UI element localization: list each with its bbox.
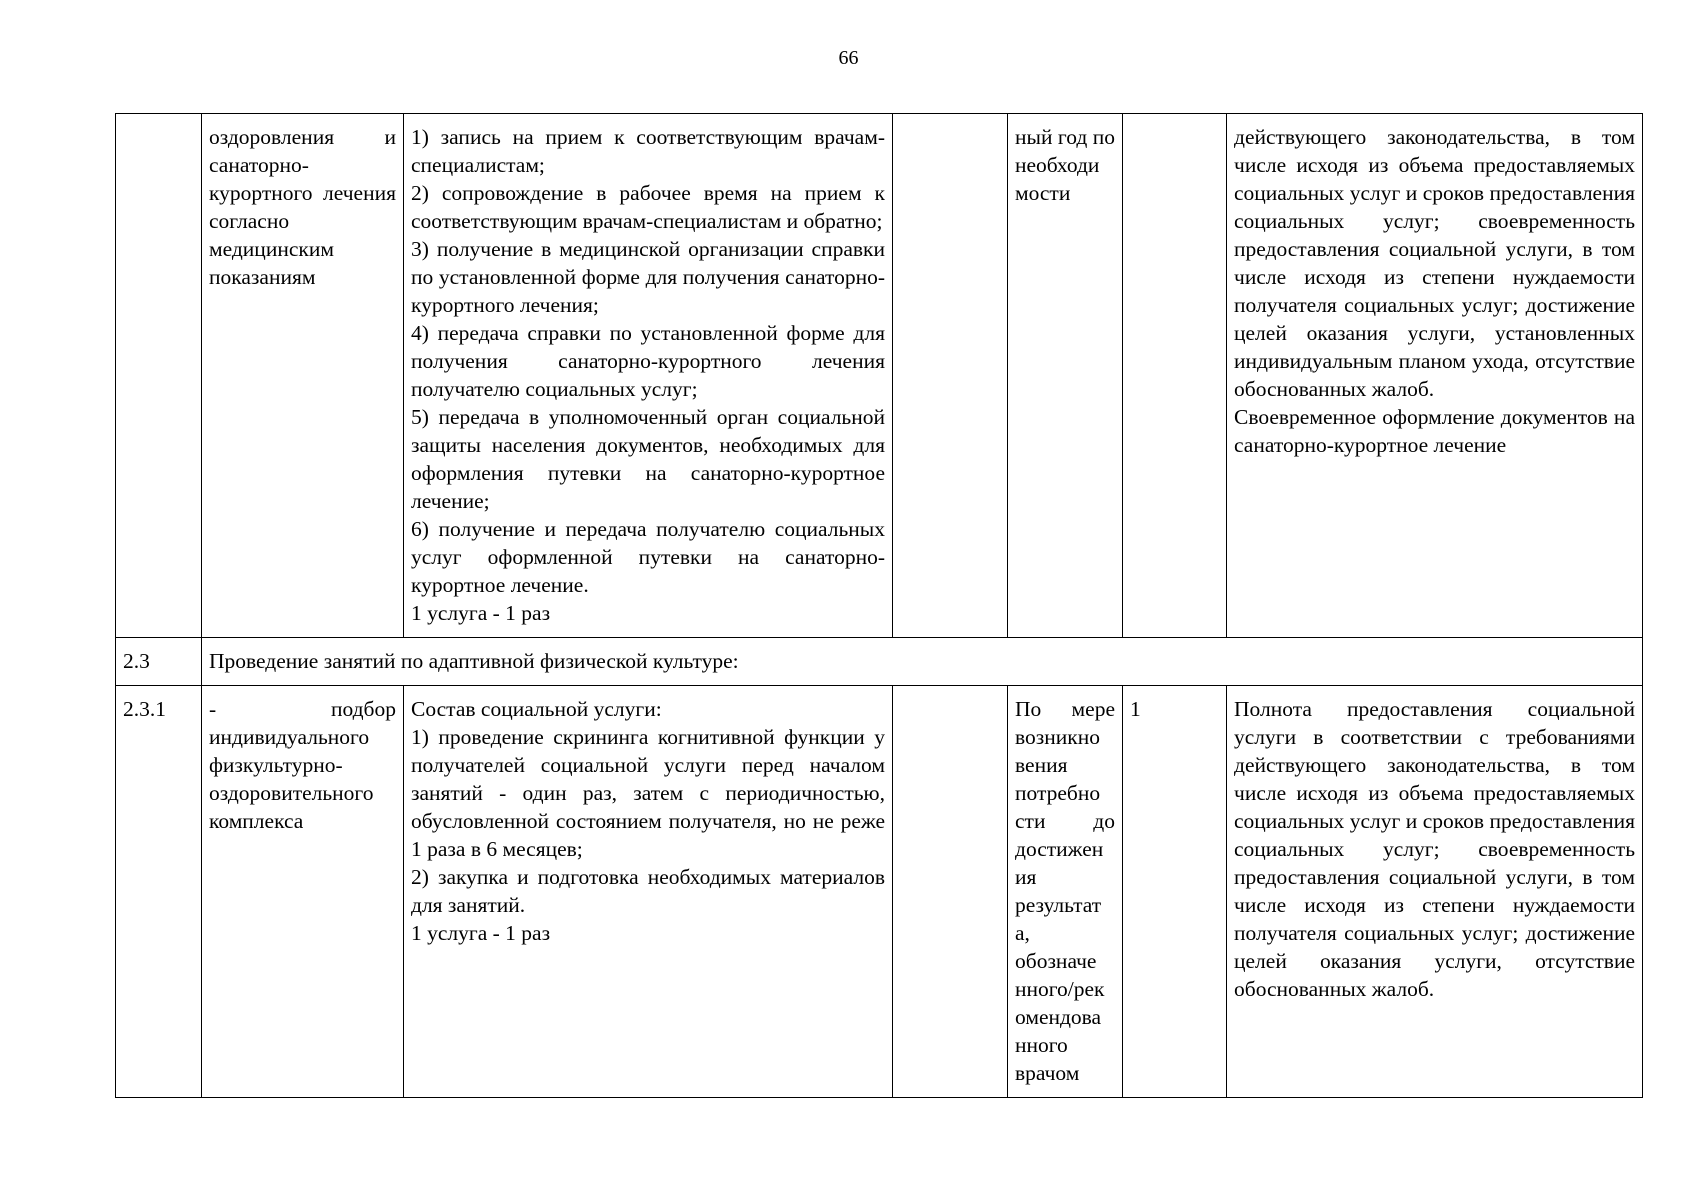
period-cell: По мере возникно вения потребно сти до достижен ия результат а, обозначе нного/рек омендова нного врачом — [1008, 686, 1123, 1098]
period-cell: ный год по необходи мости — [1008, 114, 1123, 638]
content-line: 1) запись на прием к соответствующим врачам-специалистам; — [411, 125, 885, 177]
content-line: 4) передача справки по установленной форме для получения санаторно-курортного лечения получателю социальных услуг; — [411, 321, 885, 401]
service-name-cell: - подбор индивидуального физкультурно-оздоровительного комплекса — [202, 686, 404, 1098]
quality-line: Своевременное оформление документов на санаторно-курортное лечение — [1234, 405, 1635, 457]
content-line: 5) передача в уполномоченный орган социальной защиты населения документов, необходимых для оформления путевки на санаторно-курортное лечение; — [411, 405, 885, 513]
service-content-cell — [404, 686, 893, 1098]
row-number-cell — [116, 114, 202, 638]
table-row-section — [116, 638, 1643, 686]
page-number: 66 — [838, 47, 859, 69]
empty-cell — [893, 686, 1008, 1098]
content-line: Состав социальной услуги: — [411, 697, 662, 721]
content-line: 6) получение и передача получателю социальных услуг оформленной путевки на санаторно-курортное лечение. — [411, 517, 885, 597]
service-name-cell: оздоровления и санаторно-курортного лечения согласно медицинским показаниям — [202, 114, 404, 638]
quality-line: действующего законодательства, в том числе исходя из объема предоставляемых социальных услуг и сроков предоставления социальных услуг; своевременность предоставления социальной услуги, в том числе исходя из степени нуждаемости получателя социальных услуг; достижение целей оказания услуги, установленных индивидуальным планом ухода, отсутствие обоснованных жалоб. — [1234, 125, 1635, 401]
row-number-cell: 2.3.1 — [116, 686, 202, 1098]
content-line: 3) получение в медицинской организации справки по установленной форме для получения санаторно-курортного лечения; — [411, 237, 885, 317]
quality-criteria-cell: Полнота предоставления социальной услуги в соответствии с требованиями действующего законодательства, в том числе исходя из объема предоставляемых социальных услуг и сроков предоставления социальных услуг; своевременность предоставления социальной услуги, в том числе исходя из степени нуждаемости получателя социальных услуг; достижение целей оказания услуги, отсутствие обоснованных жалоб. — [1227, 686, 1643, 1098]
services-table — [115, 113, 1643, 1098]
count-cell: 1 — [1123, 686, 1227, 1098]
content-line: 1 услуга - 1 раз — [411, 921, 551, 945]
content-line: 2) закупка и подготовка необходимых материалов для занятий. — [411, 865, 885, 917]
table-row-item — [116, 686, 1643, 1098]
section-number-cell: 2.3 — [116, 638, 202, 686]
service-content-cell — [404, 114, 893, 638]
content-line: 2) сопровождение в рабочее время на прием к соответствующим врачам-специалистам и обратно; — [411, 181, 885, 233]
empty-cell — [1123, 114, 1227, 638]
table-row-continuation — [116, 114, 1643, 638]
content-line: 1 услуга - 1 раз — [411, 601, 551, 625]
quality-criteria-cell — [1227, 114, 1643, 638]
section-title-cell: Проведение занятий по адаптивной физической культуре: — [202, 638, 1643, 686]
content-line: 1) проведение скрининга когнитивной функции у получателей социальной услуги перед началом занятий - один раз, затем с периодичностью, обусловленной состоянием получателя, но не реже 1 раза в 6 месяцев; — [411, 725, 885, 861]
empty-cell — [893, 114, 1008, 638]
